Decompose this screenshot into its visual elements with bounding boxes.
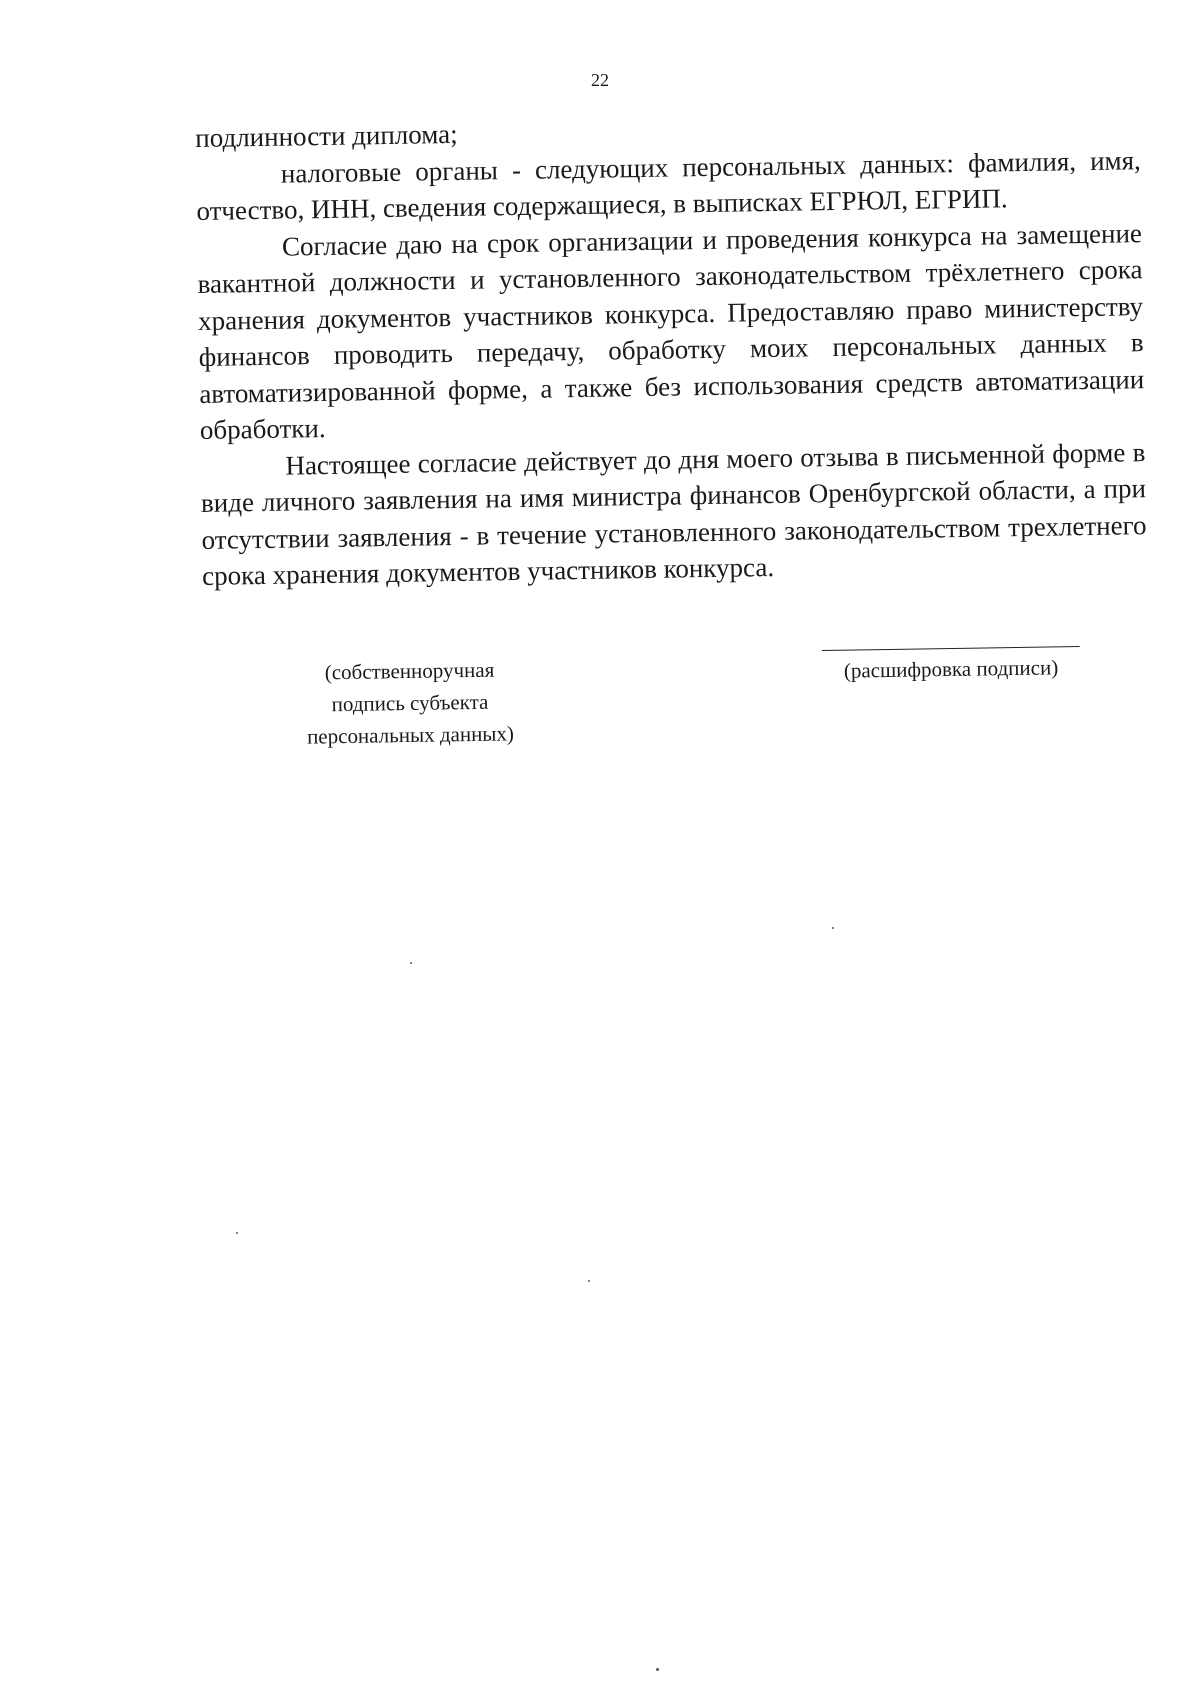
signature-caption-line: подпись субъекта: [331, 689, 489, 717]
paragraph-tax-authorities: налоговые органы - следующих персональных данных: фамилия, имя, отчество, ИНН, сведения содержащиеся, в выписках ЕГРЮЛ, ЕГРИП.: [196, 144, 1141, 226]
scan-speck: [236, 1232, 238, 1234]
signature-decoding-caption: (расшифровка подписи): [843, 655, 1059, 683]
scan-speck: [656, 1668, 659, 1671]
signature-caption-block: [279, 653, 540, 753]
paragraph-consent-validity: Настоящее согласие действует до дня моего отзыва в письменной форме в виде личного заявления на имя министра финансов Оренбургской области, а при отсутствии заявления - в течение установленного законодательством трехлетнего срока хранения документов участников конкурса.: [200, 436, 1147, 591]
scan-speck: [832, 927, 834, 929]
scan-speck: [410, 962, 412, 964]
scan-speck: [588, 1280, 590, 1282]
paragraph-diploma: подлинности диплома;: [195, 118, 458, 153]
document-body: [195, 105, 1147, 594]
signature-caption-line: (собственноручная: [324, 657, 495, 685]
signature-decoding-block: [822, 646, 1081, 687]
signature-caption-line: персональных данных): [306, 721, 515, 749]
paragraph-consent-term: Согласие даю на срок организации и проведения конкурса на замещение вакантной должности и установленного законодательством трёхлетнего срока хранения документов участников конкурса. Предоставляю право министерству финансов проводить передачу, обработку моих персональных данных в автоматизированной форме, а также без использования средств автоматизации обработки.: [197, 217, 1145, 445]
signature-decoding-line: [822, 646, 1080, 651]
page-number: 22: [591, 70, 609, 90]
